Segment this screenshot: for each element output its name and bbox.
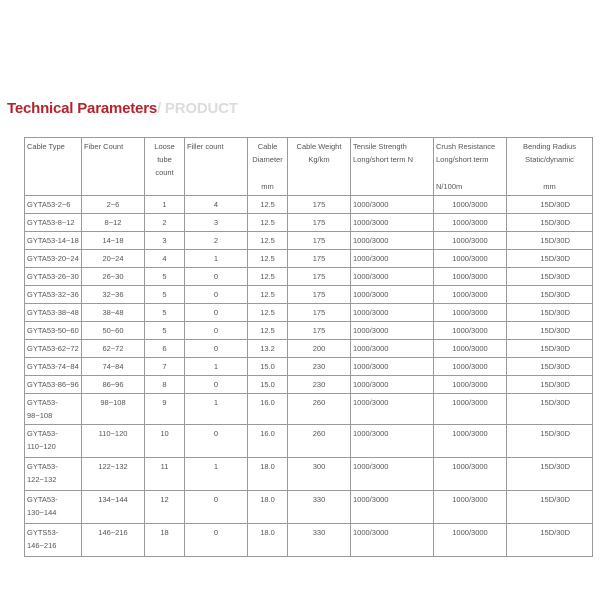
cell-crush: 1000/3000 bbox=[434, 524, 507, 557]
table-row bbox=[25, 376, 593, 394]
heading-title: Technical Parameters bbox=[7, 100, 157, 117]
cell-weight: 230 bbox=[288, 376, 351, 394]
cell-fiber-count: 38~48 bbox=[82, 304, 145, 322]
cell-weight: 175 bbox=[288, 304, 351, 322]
cell-cable-type: GYTA53-110~120 bbox=[25, 425, 82, 458]
cell-diameter: 12.5 bbox=[248, 304, 288, 322]
table-row bbox=[25, 304, 593, 322]
cell-tensile: 1000/3000 bbox=[351, 250, 434, 268]
cell-weight: 175 bbox=[288, 196, 351, 214]
cell-fiber-count: 20~24 bbox=[82, 250, 145, 268]
table-row bbox=[25, 524, 593, 557]
cell-cable-type: GYTA53-26~30 bbox=[25, 268, 82, 286]
cell-crush: 1000/3000 bbox=[434, 322, 507, 340]
cell-bending: 15D/30D bbox=[507, 340, 593, 358]
cell-crush: 1000/3000 bbox=[434, 250, 507, 268]
cell-diameter: 13.2 bbox=[248, 340, 288, 358]
header-tensile-strength: Tensile Strength Long/short term N bbox=[351, 138, 434, 196]
header-bending-label: Bending Radius Static/dynamic bbox=[523, 142, 576, 164]
cell-bending: 15D/30D bbox=[507, 196, 593, 214]
cell-filler: 1 bbox=[185, 394, 248, 425]
cell-crush: 1000/3000 bbox=[434, 268, 507, 286]
cell-diameter: 15.0 bbox=[248, 358, 288, 376]
cell-cable-type: GYTA53-86~96 bbox=[25, 376, 82, 394]
cell-weight: 175 bbox=[288, 286, 351, 304]
cell-weight: 330 bbox=[288, 491, 351, 524]
cell-filler: 2 bbox=[185, 232, 248, 250]
technical-parameters-table bbox=[24, 137, 593, 557]
cell-crush: 1000/3000 bbox=[434, 196, 507, 214]
cell-fiber-count: 8~12 bbox=[82, 214, 145, 232]
table-row bbox=[25, 232, 593, 250]
table-header-row bbox=[25, 138, 593, 196]
cell-loose-tube: 6 bbox=[145, 340, 185, 358]
cell-bending: 15D/30D bbox=[507, 250, 593, 268]
cell-crush: 1000/3000 bbox=[434, 214, 507, 232]
table-row bbox=[25, 358, 593, 376]
cell-bending: 15D/30D bbox=[507, 524, 593, 557]
cell-diameter: 18.0 bbox=[248, 458, 288, 491]
cell-crush: 1000/3000 bbox=[434, 491, 507, 524]
cell-filler: 0 bbox=[185, 268, 248, 286]
cell-loose-tube: 18 bbox=[145, 524, 185, 557]
cell-loose-tube: 5 bbox=[145, 268, 185, 286]
cell-bending: 15D/30D bbox=[507, 232, 593, 250]
cell-fiber-count: 14~18 bbox=[82, 232, 145, 250]
cell-bending: 15D/30D bbox=[507, 358, 593, 376]
cell-diameter: 12.5 bbox=[248, 250, 288, 268]
cell-tensile: 1000/3000 bbox=[351, 524, 434, 557]
cell-diameter: 18.0 bbox=[248, 524, 288, 557]
cell-weight: 230 bbox=[288, 358, 351, 376]
header-diameter-label: Cable Diameter bbox=[252, 142, 283, 164]
header-cable-diameter bbox=[248, 138, 288, 196]
cell-fiber-count: 32~36 bbox=[82, 286, 145, 304]
cell-bending: 15D/30D bbox=[507, 425, 593, 458]
cell-crush: 1000/3000 bbox=[434, 286, 507, 304]
cell-diameter: 16.0 bbox=[248, 394, 288, 425]
cell-bending: 15D/30D bbox=[507, 394, 593, 425]
cell-loose-tube: 5 bbox=[145, 322, 185, 340]
cell-fiber-count: 134~144 bbox=[82, 491, 145, 524]
cell-filler: 1 bbox=[185, 250, 248, 268]
cell-cable-type: GYTA53-122~132 bbox=[25, 458, 82, 491]
cell-bending: 15D/30D bbox=[507, 376, 593, 394]
header-fiber-count: Fiber Count bbox=[82, 138, 145, 196]
cell-weight: 260 bbox=[288, 425, 351, 458]
cell-filler: 0 bbox=[185, 286, 248, 304]
cell-cable-type: GYTA53-20~24 bbox=[25, 250, 82, 268]
cell-cable-type: GYTA53-14~18 bbox=[25, 232, 82, 250]
cell-fiber-count: 74~84 bbox=[82, 358, 145, 376]
cell-cable-type: GYTA53-74~84 bbox=[25, 358, 82, 376]
header-loose-tube-count: Loose tube count bbox=[145, 138, 185, 196]
cell-filler: 0 bbox=[185, 425, 248, 458]
cell-crush: 1000/3000 bbox=[434, 304, 507, 322]
cell-weight: 175 bbox=[288, 322, 351, 340]
table-row bbox=[25, 322, 593, 340]
cell-bending: 15D/30D bbox=[507, 268, 593, 286]
header-cable-type: Cable Type bbox=[25, 138, 82, 196]
cell-filler: 1 bbox=[185, 458, 248, 491]
cell-loose-tube: 11 bbox=[145, 458, 185, 491]
cell-fiber-count: 122~132 bbox=[82, 458, 145, 491]
header-crush-label: Crush Resistance Long/short term bbox=[436, 142, 496, 164]
cell-crush: 1000/3000 bbox=[434, 340, 507, 358]
cell-tensile: 1000/3000 bbox=[351, 286, 434, 304]
header-cable-weight: Cable Weight Kg/km bbox=[288, 138, 351, 196]
cell-tensile: 1000/3000 bbox=[351, 268, 434, 286]
table-row bbox=[25, 491, 593, 524]
cell-fiber-count: 50~60 bbox=[82, 322, 145, 340]
cell-cable-type: GYTA53-130~144 bbox=[25, 491, 82, 524]
cell-cable-type: GYTA53-98~108 bbox=[25, 394, 82, 425]
cell-filler: 0 bbox=[185, 322, 248, 340]
cell-tensile: 1000/3000 bbox=[351, 340, 434, 358]
table-row bbox=[25, 425, 593, 458]
header-bending-unit: mm bbox=[543, 182, 556, 191]
cell-diameter: 12.5 bbox=[248, 214, 288, 232]
cell-crush: 1000/3000 bbox=[434, 358, 507, 376]
cell-loose-tube: 7 bbox=[145, 358, 185, 376]
cell-weight: 175 bbox=[288, 232, 351, 250]
cell-cable-type: GYTA53-8~12 bbox=[25, 214, 82, 232]
cell-crush: 1000/3000 bbox=[434, 376, 507, 394]
cell-tensile: 1000/3000 bbox=[351, 232, 434, 250]
cell-filler: 1 bbox=[185, 358, 248, 376]
cell-fiber-count: 26~30 bbox=[82, 268, 145, 286]
table-row bbox=[25, 214, 593, 232]
table-row bbox=[25, 286, 593, 304]
cell-tensile: 1000/3000 bbox=[351, 196, 434, 214]
cell-diameter: 12.5 bbox=[248, 286, 288, 304]
header-crush-resistance bbox=[434, 138, 507, 196]
cell-diameter: 12.5 bbox=[248, 268, 288, 286]
cell-fiber-count: 146~216 bbox=[82, 524, 145, 557]
cell-weight: 260 bbox=[288, 394, 351, 425]
cell-tensile: 1000/3000 bbox=[351, 491, 434, 524]
table-row bbox=[25, 340, 593, 358]
cell-cable-type: GYTA53-62~72 bbox=[25, 340, 82, 358]
cell-bending: 15D/30D bbox=[507, 322, 593, 340]
table-row bbox=[25, 394, 593, 425]
header-bending-radius bbox=[507, 138, 593, 196]
cell-bending: 15D/30D bbox=[507, 214, 593, 232]
cell-tensile: 1000/3000 bbox=[351, 322, 434, 340]
cell-loose-tube: 5 bbox=[145, 286, 185, 304]
cell-crush: 1000/3000 bbox=[434, 394, 507, 425]
cell-diameter: 15.0 bbox=[248, 376, 288, 394]
table-row bbox=[25, 268, 593, 286]
cell-fiber-count: 86~96 bbox=[82, 376, 145, 394]
header-crush-unit: N/100m bbox=[436, 182, 463, 191]
cell-bending: 15D/30D bbox=[507, 491, 593, 524]
cell-filler: 4 bbox=[185, 196, 248, 214]
cell-filler: 0 bbox=[185, 376, 248, 394]
cell-loose-tube: 8 bbox=[145, 376, 185, 394]
cell-bending: 15D/30D bbox=[507, 304, 593, 322]
cell-fiber-count: 2~6 bbox=[82, 196, 145, 214]
cell-cable-type: GYTA53-38~48 bbox=[25, 304, 82, 322]
cell-fiber-count: 98~108 bbox=[82, 394, 145, 425]
cell-weight: 200 bbox=[288, 340, 351, 358]
cell-tensile: 1000/3000 bbox=[351, 425, 434, 458]
header-diameter-unit: mm bbox=[261, 182, 274, 191]
cell-loose-tube: 1 bbox=[145, 196, 185, 214]
section-heading bbox=[7, 100, 238, 117]
cell-crush: 1000/3000 bbox=[434, 232, 507, 250]
cell-cable-type: GYTA53-50~60 bbox=[25, 322, 82, 340]
cell-weight: 175 bbox=[288, 250, 351, 268]
cell-bending: 15D/30D bbox=[507, 286, 593, 304]
cell-loose-tube: 4 bbox=[145, 250, 185, 268]
heading-subtitle: / PRODUCT bbox=[156, 100, 238, 117]
cell-weight: 175 bbox=[288, 214, 351, 232]
cell-weight: 175 bbox=[288, 268, 351, 286]
cell-filler: 0 bbox=[185, 340, 248, 358]
cell-crush: 1000/3000 bbox=[434, 458, 507, 491]
cell-tensile: 1000/3000 bbox=[351, 214, 434, 232]
cell-crush: 1000/3000 bbox=[434, 425, 507, 458]
cell-loose-tube: 3 bbox=[145, 232, 185, 250]
cell-loose-tube: 2 bbox=[145, 214, 185, 232]
cell-filler: 0 bbox=[185, 524, 248, 557]
cell-loose-tube: 10 bbox=[145, 425, 185, 458]
cell-loose-tube: 9 bbox=[145, 394, 185, 425]
cell-diameter: 12.5 bbox=[248, 322, 288, 340]
cell-diameter: 12.5 bbox=[248, 232, 288, 250]
cell-cable-type: GYTA53-2~6 bbox=[25, 196, 82, 214]
cell-loose-tube: 5 bbox=[145, 304, 185, 322]
cell-cable-type: GYTA53-32~36 bbox=[25, 286, 82, 304]
cell-filler: 0 bbox=[185, 491, 248, 524]
cell-loose-tube: 12 bbox=[145, 491, 185, 524]
table-row bbox=[25, 196, 593, 214]
cell-fiber-count: 62~72 bbox=[82, 340, 145, 358]
table-row bbox=[25, 458, 593, 491]
cell-tensile: 1000/3000 bbox=[351, 458, 434, 491]
cell-fiber-count: 110~120 bbox=[82, 425, 145, 458]
cell-weight: 330 bbox=[288, 524, 351, 557]
cell-filler: 0 bbox=[185, 304, 248, 322]
cell-diameter: 18.0 bbox=[248, 491, 288, 524]
cell-cable-type: GYTS53-146~216 bbox=[25, 524, 82, 557]
cell-filler: 3 bbox=[185, 214, 248, 232]
cell-weight: 300 bbox=[288, 458, 351, 491]
header-filler-count: Filler count bbox=[185, 138, 248, 196]
cell-diameter: 16.0 bbox=[248, 425, 288, 458]
cell-diameter: 12.5 bbox=[248, 196, 288, 214]
cell-bending: 15D/30D bbox=[507, 458, 593, 491]
table-row bbox=[25, 250, 593, 268]
cell-tensile: 1000/3000 bbox=[351, 394, 434, 425]
cell-tensile: 1000/3000 bbox=[351, 376, 434, 394]
cell-tensile: 1000/3000 bbox=[351, 358, 434, 376]
cell-tensile: 1000/3000 bbox=[351, 304, 434, 322]
